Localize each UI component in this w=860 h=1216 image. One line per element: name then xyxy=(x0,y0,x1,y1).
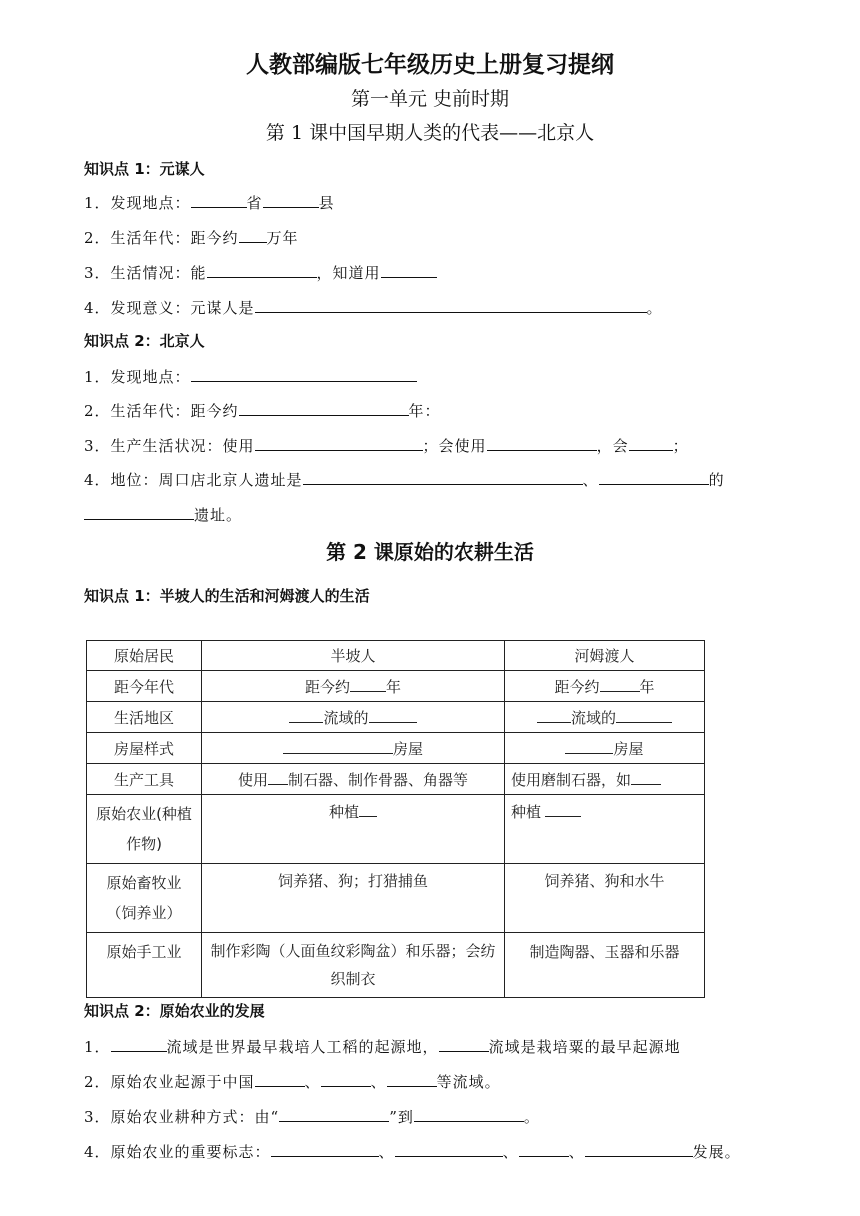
fill-blank[interactable] xyxy=(519,1142,569,1157)
table-row xyxy=(87,933,705,998)
text: 流域的 xyxy=(570,708,616,727)
fill-blank[interactable] xyxy=(268,771,288,785)
text: ，会 xyxy=(596,437,629,455)
table-cell xyxy=(505,795,705,864)
fill-blank[interactable] xyxy=(84,505,194,520)
yuanmou-line-4 xyxy=(84,297,663,318)
fill-blank[interactable] xyxy=(629,436,673,451)
text: 使用 xyxy=(237,770,268,789)
fill-blank[interactable] xyxy=(255,298,647,313)
table-cell: 距今年代 xyxy=(87,671,202,702)
text: 2．生活年代：距今约 xyxy=(84,402,239,420)
kp1-yuanmou-title: 知识点 1：元谋人 xyxy=(84,160,205,178)
table-cell: 原始畜牧业（饲养业） xyxy=(87,864,202,933)
lesson2-kp2-title: 知识点 2：原始农业的发展 xyxy=(84,1002,265,1020)
text: 的 xyxy=(708,471,725,489)
fill-blank[interactable] xyxy=(283,740,393,754)
page-title: 人教部编版七年级历史上册复习提纲 xyxy=(246,52,614,78)
comparison-table xyxy=(86,640,705,998)
fill-blank[interactable] xyxy=(439,1037,489,1052)
beijing-line-1 xyxy=(84,366,417,387)
fill-blank[interactable] xyxy=(616,709,672,723)
table-row xyxy=(87,864,705,933)
text: 1． xyxy=(84,1038,111,1056)
table-cell xyxy=(505,733,705,764)
text: 1．发现地点： xyxy=(84,194,191,212)
table-cell: 原始居民 xyxy=(87,641,202,671)
agriculture-line-1 xyxy=(84,1036,681,1057)
table-cell xyxy=(505,671,705,702)
fill-blank[interactable] xyxy=(207,263,317,278)
text: 房屋 xyxy=(392,739,423,758)
text: ，知道用 xyxy=(316,264,381,282)
text: 等流域。 xyxy=(436,1073,501,1091)
fill-blank[interactable] xyxy=(111,1037,167,1052)
yuanmou-line-1 xyxy=(84,192,335,213)
table-cell: 生活地区 xyxy=(87,702,202,733)
beijing-line-5 xyxy=(84,504,242,525)
beijing-line-2 xyxy=(84,400,441,421)
fill-blank[interactable] xyxy=(395,1142,503,1157)
table-cell: 饲养猪、狗；打猎捕鱼 xyxy=(202,864,505,933)
text: ； xyxy=(672,437,689,455)
text: 3．原始农业耕种方式：由“ xyxy=(84,1108,280,1126)
fill-blank[interactable] xyxy=(359,803,377,817)
table-cell: 房屋样式 xyxy=(87,733,202,764)
table-cell: 饲养猪、狗和水牛 xyxy=(505,864,705,933)
fill-blank[interactable] xyxy=(487,436,597,451)
fill-blank[interactable] xyxy=(289,709,323,723)
table-cell: 制作彩陶（人面鱼纹彩陶盆）和乐器；会纺织制衣 xyxy=(202,933,505,998)
text: 距今约 xyxy=(554,677,600,696)
text: 。 xyxy=(523,1108,540,1126)
fill-blank[interactable] xyxy=(239,228,267,243)
text: 。 xyxy=(646,299,663,317)
text: 2．原始农业起源于中国 xyxy=(84,1073,255,1091)
text: 1．发现地点： xyxy=(84,368,191,386)
text: 、 xyxy=(568,1143,585,1161)
text: 3．生产生活状况：使用 xyxy=(84,437,255,455)
fill-blank[interactable] xyxy=(381,263,437,278)
table-cell: 制造陶器、玉器和乐器 xyxy=(505,933,705,998)
fill-blank[interactable] xyxy=(565,740,613,754)
fill-blank[interactable] xyxy=(255,436,423,451)
table-cell: 原始农业(种植作物) xyxy=(87,795,202,864)
text: ”到 xyxy=(389,1108,414,1126)
kp2-beijing-title: 知识点 2：北京人 xyxy=(84,332,205,350)
text: 年 xyxy=(386,677,402,696)
fill-blank[interactable] xyxy=(239,401,409,416)
yuanmou-line-3 xyxy=(84,262,437,283)
table-row xyxy=(87,795,705,864)
fill-blank[interactable] xyxy=(303,470,583,485)
agriculture-line-3 xyxy=(84,1106,540,1127)
text: 、 xyxy=(370,1073,387,1091)
text: 万年 xyxy=(266,229,299,247)
text: 、 xyxy=(582,471,599,489)
table-row xyxy=(87,764,705,795)
table-cell xyxy=(202,733,505,764)
text: ；会使用 xyxy=(422,437,487,455)
agriculture-line-4 xyxy=(84,1141,741,1162)
fill-blank[interactable] xyxy=(279,1107,389,1122)
text: 距今约 xyxy=(304,677,350,696)
text: 年 xyxy=(639,677,655,696)
text: 年： xyxy=(408,402,441,420)
table-cell: 半坡人 xyxy=(202,641,505,671)
text: 流域的 xyxy=(323,708,369,727)
text: 、 xyxy=(378,1143,395,1161)
text: 制石器、制作骨器、角器等 xyxy=(288,770,469,789)
table-cell xyxy=(505,702,705,733)
table-cell: 生产工具 xyxy=(87,764,202,795)
text: 发展。 xyxy=(692,1143,741,1161)
text: 省 xyxy=(246,194,263,212)
fill-blank[interactable] xyxy=(191,193,247,208)
text: 种植 xyxy=(328,803,359,821)
table-cell xyxy=(202,795,505,864)
table-cell xyxy=(202,702,505,733)
lesson2-title: 第 2 课原始的农耕生活 xyxy=(326,540,534,564)
text: 遗址。 xyxy=(194,506,243,524)
table-cell: 河姆渡人 xyxy=(505,641,705,671)
fill-blank[interactable] xyxy=(545,803,581,817)
table-row xyxy=(87,641,705,671)
fill-blank[interactable] xyxy=(537,709,571,723)
table-row xyxy=(87,702,705,733)
text: 3．生活情况：能 xyxy=(84,264,207,282)
text: 4．地位：周口店北京人遗址是 xyxy=(84,471,303,489)
lesson1-title: 第 1 课中国早期人类的代表——北京人 xyxy=(265,122,595,144)
fill-blank[interactable] xyxy=(600,678,640,692)
table-cell: 原始手工业 xyxy=(87,933,202,998)
fill-blank[interactable] xyxy=(263,193,319,208)
text: 2．生活年代：距今约 xyxy=(84,229,239,247)
fill-blank[interactable] xyxy=(387,1072,437,1087)
fill-blank[interactable] xyxy=(585,1142,693,1157)
fill-blank[interactable] xyxy=(350,678,386,692)
beijing-line-4 xyxy=(84,469,725,490)
fill-blank[interactable] xyxy=(255,1072,305,1087)
yuanmou-line-2 xyxy=(84,227,299,248)
agriculture-line-2 xyxy=(84,1071,501,1092)
table-row xyxy=(87,733,705,764)
text: 4．原始农业的重要标志： xyxy=(84,1143,271,1161)
fill-blank[interactable] xyxy=(271,1142,379,1157)
fill-blank[interactable] xyxy=(631,771,661,785)
unit-title: 第一单元 史前时期 xyxy=(350,88,510,110)
fill-blank[interactable] xyxy=(191,367,417,382)
beijing-line-3 xyxy=(84,435,689,456)
text: 种植 xyxy=(511,803,542,821)
text: 使用磨制石器，如 xyxy=(511,770,632,789)
table-row xyxy=(87,671,705,702)
fill-blank[interactable] xyxy=(369,709,417,723)
text: 、 xyxy=(502,1143,519,1161)
fill-blank[interactable] xyxy=(321,1072,371,1087)
fill-blank[interactable] xyxy=(414,1107,524,1122)
table-cell xyxy=(202,764,505,795)
text: 房屋 xyxy=(613,739,644,758)
text: 流域是栽培粟的最早起源地 xyxy=(488,1038,681,1056)
table-cell xyxy=(202,671,505,702)
text: 、 xyxy=(304,1073,321,1091)
text: 流域是世界最早栽培人工稻的起源地， xyxy=(166,1038,439,1056)
fill-blank[interactable] xyxy=(599,470,709,485)
lesson2-kp1-title: 知识点 1：半坡人的生活和河姆渡人的生活 xyxy=(84,587,370,605)
table-cell xyxy=(505,764,705,795)
text: 县 xyxy=(318,194,335,212)
text: 4．发现意义：元谋人是 xyxy=(84,299,255,317)
